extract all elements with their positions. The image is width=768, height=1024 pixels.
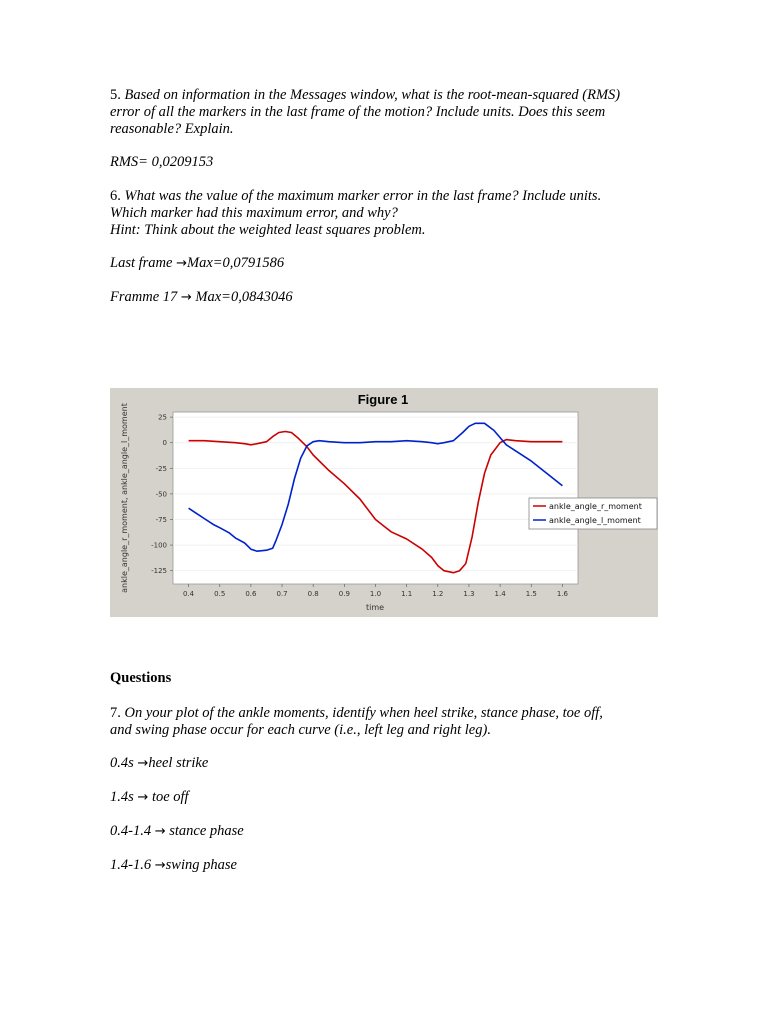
q7-line-1: [110, 705, 603, 722]
q6-answer-1-value: Max=0,0791586: [186, 255, 285, 271]
q7-answer-4-label: 1.4-1.6: [110, 857, 152, 873]
arrow-icon: →: [137, 756, 149, 771]
q7-answer-1: [110, 755, 208, 772]
q7-answer-3: [110, 823, 244, 840]
questions-heading: Questions: [110, 670, 172, 686]
q5-line-2: error of all the markers in the last frame of the motion? Include units. Does this seem: [110, 104, 606, 120]
q7-answer-2-label: 1.4s: [110, 789, 134, 805]
legend-label-r: ankle_angle_r_moment: [549, 502, 642, 511]
legend: [529, 498, 657, 529]
x-tick-label: 0.5: [214, 590, 226, 598]
q7-answer-3-label: 0.4-1.4: [110, 823, 152, 839]
y-tick-label: 0: [162, 439, 167, 448]
x-tick-label: 1.3: [463, 590, 475, 598]
q6-answer-1-label: Last frame: [110, 255, 173, 271]
q7-answer-4-value: swing phase: [165, 857, 237, 873]
y-tick-label: -75: [155, 516, 167, 524]
x-tick-label: 1.2: [432, 590, 444, 598]
q7-line-2: and swing phase occur for each curve (i.e., left leg and right leg).: [110, 722, 491, 738]
x-tick-label: 1.1: [401, 590, 413, 598]
q5-line-1: [110, 87, 620, 104]
q6-answer-1: [110, 255, 284, 272]
x-tick-label: 1.0: [369, 590, 382, 598]
arrow-icon: →: [137, 790, 149, 805]
q5-text-1: Based on information in the Messages window, what is the root-mean-squared (RMS): [124, 87, 621, 103]
x-axis-label: time: [365, 603, 385, 612]
q6-line-1: [110, 188, 601, 205]
x-tick-label: 0.4: [183, 590, 195, 598]
x-tick-label: 0.7: [276, 590, 288, 598]
q7-answer-2: [110, 789, 189, 806]
y-tick-label: -25: [155, 464, 167, 473]
q7-number: 7.: [110, 705, 121, 721]
x-tick-label: 1.4: [494, 590, 506, 598]
q5-number: 5.: [110, 87, 121, 103]
q6-text-1: What was the value of the maximum marker error in the last frame? Include units.: [124, 188, 602, 204]
x-tick-label: 0.6: [245, 590, 257, 598]
plot-area: [173, 412, 578, 584]
q6-line-2: Which marker had this maximum error, and why?: [110, 205, 398, 221]
q6-number: 6.: [110, 188, 121, 204]
q6-answer-2: [110, 289, 293, 306]
legend-label-l: ankle_angle_l_moment: [549, 516, 641, 525]
figure-panel: [110, 388, 658, 617]
q5-answer: RMS= 0,0209153: [110, 154, 214, 170]
figure-title: Figure 1: [357, 392, 409, 407]
y-axis-label: ankle_angle_r_moment, ankle_angle_l_moment: [120, 403, 129, 593]
x-tick-label: 1.6: [556, 590, 568, 598]
x-tick-label: 1.5: [525, 590, 537, 598]
q7-text-1: On your plot of the ankle moments, identify when heel strike, stance phase, toe off,: [124, 705, 603, 721]
q7-answer-1-label: 0.4s: [110, 755, 134, 771]
arrow-icon: →: [180, 290, 192, 305]
y-tick-label: -125: [151, 567, 167, 576]
arrow-icon: →: [154, 858, 166, 873]
q6-answer-2-value: Max=0,0843046: [195, 289, 293, 305]
ankle-moment-chart: [110, 388, 658, 617]
q6-line-3: Hint: Think about the weighted least squares problem.: [110, 222, 426, 238]
q6-answer-2-label: Framme 17: [110, 289, 178, 305]
x-tick-label: 0.9: [338, 590, 350, 598]
q7-answer-2-value: toe off: [148, 789, 189, 805]
arrow-icon: →: [176, 256, 187, 271]
q7-answer-3-value: stance phase: [165, 823, 244, 839]
q7-answer-1-value: heel strike: [148, 755, 209, 771]
y-tick-label: -50: [155, 490, 167, 499]
y-tick-label: -100: [151, 541, 167, 550]
q7-answer-4: [110, 857, 237, 874]
x-tick-label: 0.8: [307, 590, 319, 598]
y-tick-label: 25: [158, 413, 167, 422]
q5-line-3: reasonable? Explain.: [110, 121, 234, 137]
arrow-icon: →: [154, 824, 166, 839]
